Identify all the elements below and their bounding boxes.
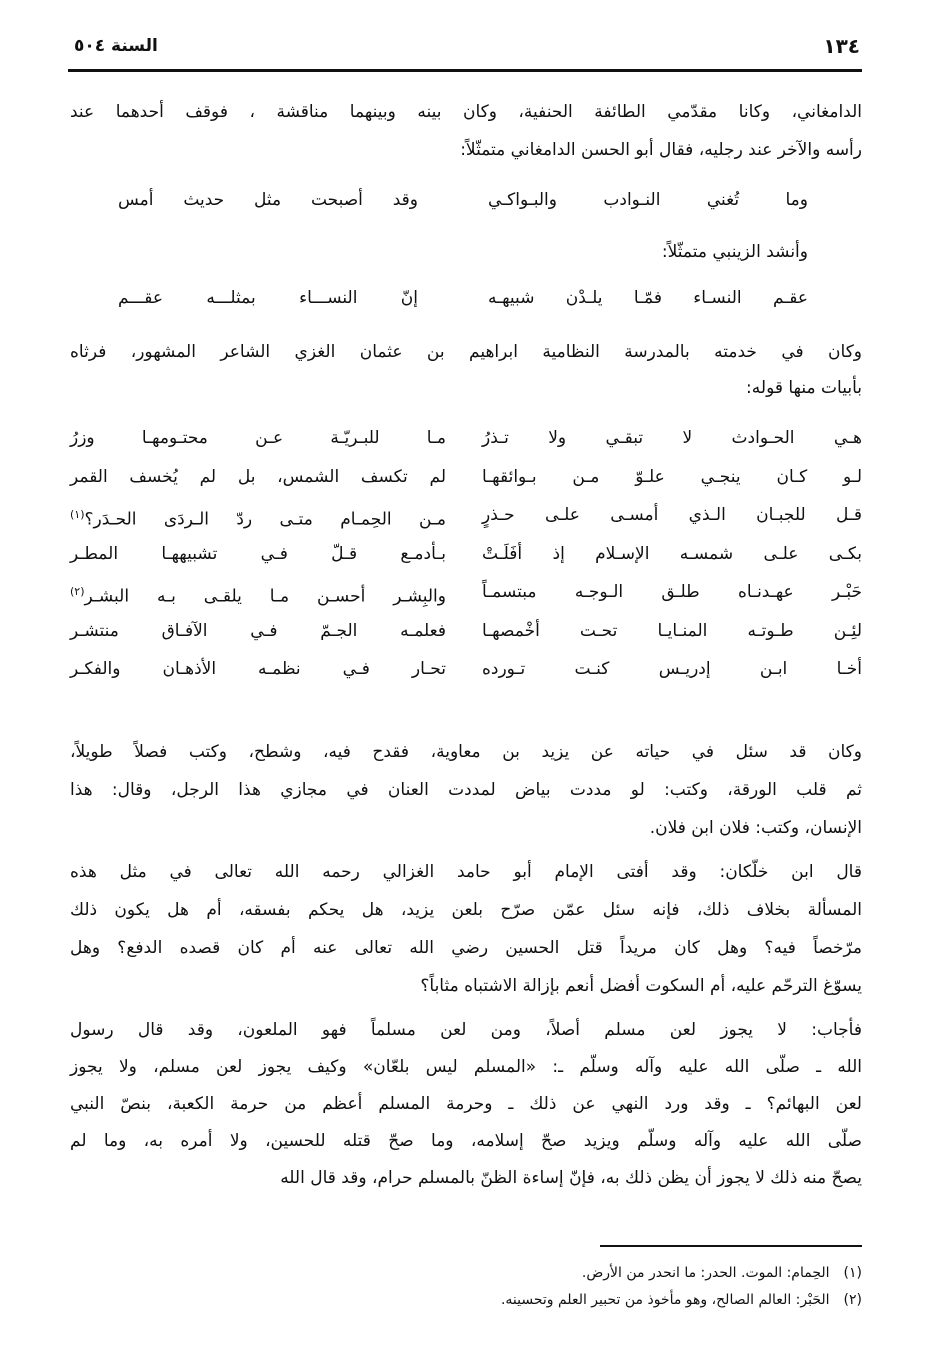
paragraph-2-line: وكان في خدمته بالمدرسة النظامية ابراهيم بن عثمان الغزي الشاعر المشهور، فرثاه <box>70 342 862 362</box>
verse-hemistich-left: إنّ النســـاء بمثلـــه عقـــم <box>118 288 418 308</box>
verse-hemistich-right: وما تُغني النـوادب والبـواكـي <box>488 190 808 210</box>
poem-hemistich-left: فعلمـه الجـمّ فـي الآفـاق منتشـر <box>70 620 446 641</box>
paragraph-5-line: فأجاب: لا يجوز لعن مسلم أصلاً، ومن لعن مسلماً فهو الملعون، وقد قال رسول <box>70 1020 862 1040</box>
hemistich-text: مـن الحِمـام متـى ردّ الـردَى الحـدَر؟ <box>84 509 446 530</box>
paragraph-2-line: بأبيات منها قوله: <box>746 378 862 398</box>
poem-hemistich-left: مـا للبـريّـة عـن محتـومهـا وزرُ <box>70 428 446 448</box>
poem-hemistich-left: تحـار فـي نظمـه الأذهـان والفكـر <box>70 659 446 679</box>
footnote-rule <box>600 1245 862 1247</box>
poem-hemistich-right: قـل للجبـان الـذي أمسـى علـى حـذرٍ <box>482 505 862 525</box>
paragraph-4-line: قال ابن خلّكان: وقد أفتى الإمام أبو حامد الغزالي رحمه الله تعالى في مثل هذه <box>70 862 862 882</box>
paragraph-4-line: مرّخصاً فيه؟ وهل كان مريداً قتل الحسين رضي الله تعالى عنه أم كان قصده الدفع؟ وهل <box>70 938 862 958</box>
footnote-number: (٢) <box>843 1292 862 1308</box>
paragraph-5-line: يصحّ منه ذلك لا يجوز أن يظن ذلك به، فإنّ إساءة الظنّ بالمسلم حرام، وقد قال الله <box>280 1168 862 1188</box>
paragraph-1-line: رأسه والآخر عند رجليه، فقال أبو الحسن الدامغاني متمثّلاً: <box>460 140 862 160</box>
page-number: ١٣٤ <box>823 34 860 58</box>
paragraph-1-line: الدامغاني، وكانا مقدّمي الطائفة الحنفية، وكان بينه وبينهما مناقشة ، فوقف أحدهما عند <box>70 102 862 122</box>
running-header-year: السنة ٥٠٤ <box>74 36 158 56</box>
footnote-text: الحِمام: الموت. الحدر: ما انحدر من الأرض. <box>581 1265 830 1281</box>
footnote-number: (١) <box>843 1265 862 1281</box>
verse-hemistich-right: عقـم النسـاء فمّـا يلـدْن شبيهـه <box>488 288 808 308</box>
poem-hemistich-left: لم تكسف الشمس، بل لم يُخسف القمر <box>70 466 446 487</box>
verse-intro: وأنشد الزينبي متمثّلاً: <box>661 242 808 262</box>
poem-hemistich-right: حَبْـر عهـدنـاه طلـق الـوجـه مبتسمـاً <box>482 582 862 602</box>
poem-hemistich-right: لـو كـان ينجـي علـوّ مـن بـوائقهـا <box>482 466 862 487</box>
poem-hemistich-left <box>70 580 446 609</box>
paragraph-3-line: وكان قد سئل في حياته عن يزيد بن معاوية، فقدح فيه، وشطح، وكتب فصلاً طويلاً، <box>70 742 862 762</box>
footnote-marker[interactable]: (٢) <box>70 585 85 598</box>
paragraph-5-line: صلّى الله عليه وآله وسلّم ويزيد صحّ إسلامه، وما صحّ قتله للحسين، ولا أمره به، وما لم <box>70 1131 862 1151</box>
poem-hemistich-left <box>70 503 446 532</box>
paragraph-5-line: الله ـ صلّى الله عليه وآله وسلّم ـ: «المسلم ليس بلعّان» وكيف يجوز لعن مسلم، ولا يجوز <box>70 1057 862 1077</box>
paragraph-3-line: الإنسان، وكتب: فلان ابن فلان. <box>649 818 862 838</box>
header-rule <box>68 69 862 72</box>
paragraph-4-line: المسألة بخلاف ذلك، فإنه سئل عمّن صرّح بلعن يزيد، هل يحكم بفسقه، أم هل يكون ذلك <box>70 900 862 920</box>
verse-hemistich-left: وقد أصبحت مثل حديث أمس <box>118 190 418 210</box>
poem-hemistich-right: لئِـن طـوتـه المنـايـا تحـت أخْمصهـا <box>482 620 862 641</box>
poem-hemistich-right: بكـى علـى شمسـه الإسـلام إذ أفَلَـتْ <box>482 543 862 564</box>
poem-hemistich-right: هـي الحـوادث لا تبقـي ولا تـذرُ <box>482 428 862 448</box>
paragraph-5-line: لعن البهائم؟ ـ وقد ورد النهي عن ذلك ـ وحرمة المسلم أعظم من حرمة الكعبة، بنصّ النبي <box>70 1094 862 1114</box>
poem-hemistich-left: بـأدمـع قـلّ فـي تشبيههـا المطـر <box>70 543 446 564</box>
poem-hemistich-right: أخـا ابـن إدريـس كنـت تـورده <box>482 659 862 679</box>
footnote <box>501 1290 862 1310</box>
footnote-text: الحَبْر: العالم الصالح، وهو مأخوذ من تحبير العلم وتحسينه. <box>500 1292 830 1308</box>
paragraph-3-line: ثم قلب الورقة، وكتب: لو مددت بياض لمددت العنان في مجازي هذا الرجل، وقال: هذا <box>70 780 862 800</box>
hemistich-text: والبِشـر أحسـن مـا يلقـى بـه البشـر <box>84 586 446 607</box>
footnote <box>582 1263 862 1283</box>
paragraph-4-line: يسوّغ الترحّم عليه، أم السكوت أفضل أنعم بإزالة الاشتباه مثاباً؟ <box>420 976 862 996</box>
footnote-marker[interactable]: (١) <box>70 508 85 521</box>
